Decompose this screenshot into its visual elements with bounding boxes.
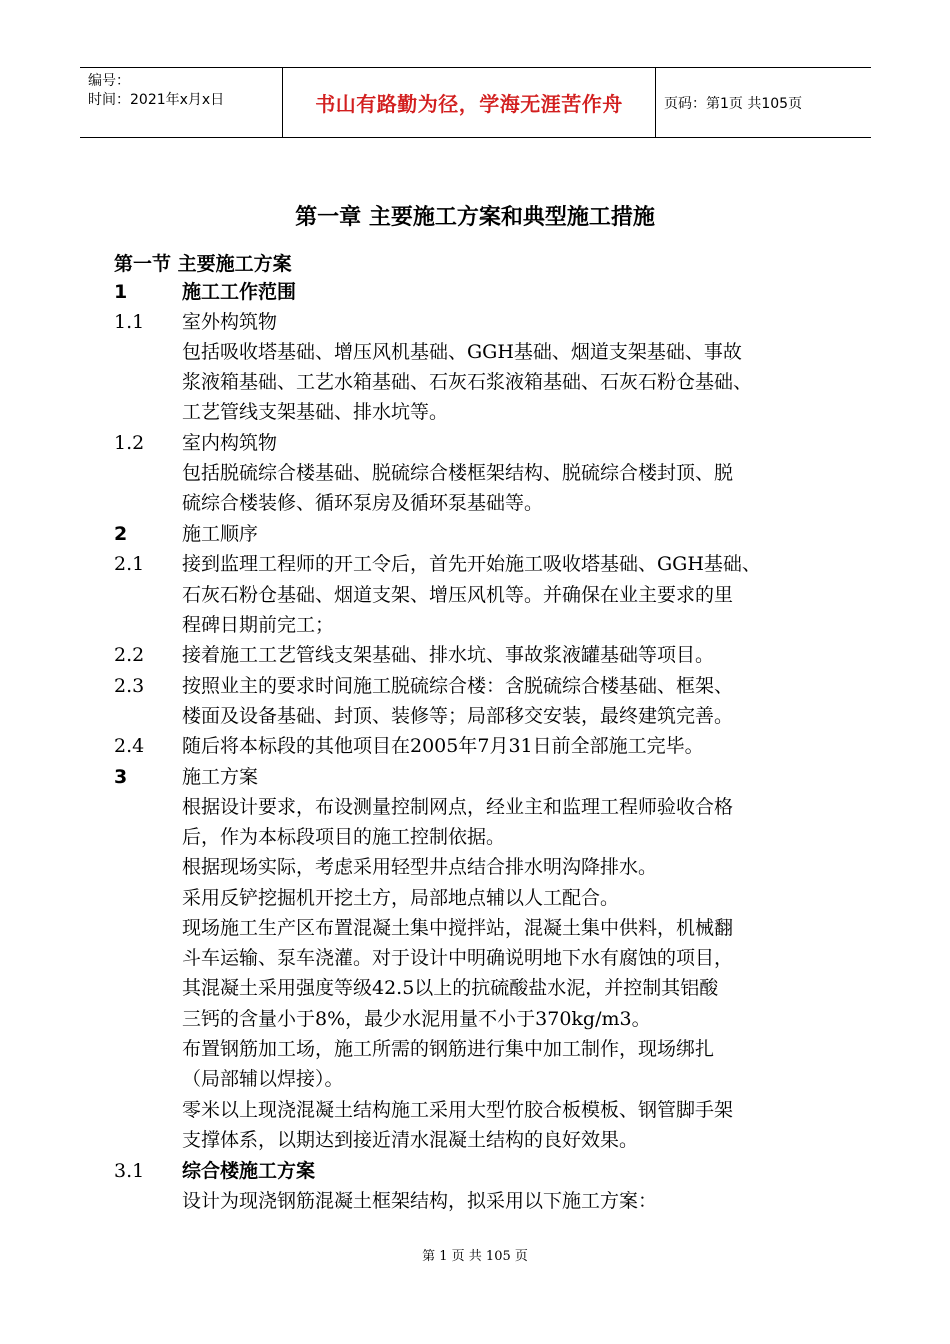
item-text: 三钙的含量小于8%，最少水泥用量不小于370kg/m3。 [182, 1008, 651, 1030]
item-text: 程碑日期前完工； [182, 614, 335, 636]
item-text: 石灰石粉仓基础、烟道支架、增压风机等。并确保在业主要求的里 [182, 584, 734, 606]
item-number: 2 [114, 523, 128, 545]
time-label: 时间：2021年x月x日 [88, 92, 225, 108]
item-text: 施工顺序 [182, 523, 259, 545]
item-text: （局部辅以焊接）。 [182, 1068, 344, 1090]
item-text: 根据现场实际，考虑采用轻型井点结合排水明沟降排水。 [182, 856, 658, 878]
item-text: 施工工作范围 [182, 281, 297, 303]
item-text: 现场施工生产区布置混凝土集中搅拌站，混凝土集中供料，机械翻 [182, 917, 734, 939]
item-text: 支撑体系，以期达到接近清水混凝土结构的良好效果。 [182, 1129, 639, 1151]
item-text: 布置钢筋加工场，施工所需的钢筋进行集中加工制作，现场绑扎 [182, 1038, 715, 1060]
item-text: 根据设计要求，布设测量控制网点，经业主和监理工程师验收合格 [182, 796, 734, 818]
item-text: 工艺管线支架基础、排水坑等。 [182, 401, 449, 423]
chapter-title: 第一章 主要施工方案和典型施工措施 [295, 205, 655, 230]
item-text: 浆液箱基础、工艺水箱基础、石灰石浆液箱基础、石灰石粉仓基础、 [182, 371, 753, 393]
item-text: 硫综合楼装修、循环泵房及循环泵基础等。 [182, 492, 544, 514]
item-number: 2.3 [114, 675, 145, 697]
item-text: 按照业主的要求时间施工脱硫综合楼：含脱硫综合楼基础、框架、 [182, 675, 734, 697]
number-label: 编号： [88, 73, 130, 89]
page-info: 页码：第1页 共105页 [664, 95, 803, 112]
page-header [80, 67, 871, 138]
item-text: 综合楼施工方案 [182, 1160, 316, 1182]
item-text: 施工方案 [182, 766, 259, 788]
page-footer: 第 1 页 共 105 页 [422, 1249, 528, 1264]
item-text: 接着施工工艺管线支架基础、排水坑、事故浆液罐基础等项目。 [182, 644, 715, 666]
item-text: 零米以上现浇混凝土结构施工采用大型竹胶合板模板、钢管脚手架 [182, 1099, 734, 1121]
item-number: 3.1 [114, 1160, 145, 1182]
header-info [88, 72, 278, 110]
item-number: 3 [114, 766, 128, 788]
item-number: 1.1 [114, 311, 145, 333]
item-text: 室外构筑物 [182, 311, 278, 333]
item-text: 室内构筑物 [182, 432, 278, 454]
item-text: 采用反铲挖掘机开挖土方，局部地点辅以人工配合。 [182, 887, 620, 909]
section-title: 第一节 主要施工方案 [114, 253, 292, 275]
motto: 书山有路勤为径，学海无涯苦作舟 [282, 68, 656, 137]
item-text: 接到监理工程师的开工令后，首先开始施工吸收塔基础、GGH基础、 [182, 553, 761, 575]
item-number: 2.1 [114, 553, 145, 575]
item-text: 其混凝土采用强度等级42.5以上的抗硫酸盐水泥，并控制其铝酸 [182, 977, 719, 999]
item-text: 后，作为本标段项目的施工控制依据。 [182, 826, 506, 848]
item-number: 1.2 [114, 432, 145, 454]
item-text: 包括吸收塔基础、增压风机基础、GGH基础、烟道支架基础、事故 [182, 341, 742, 363]
item-number: 2.4 [114, 735, 145, 757]
item-number: 1 [114, 281, 128, 303]
item-text: 设计为现浇钢筋混凝土框架结构，拟采用以下施工方案： [182, 1190, 658, 1212]
item-text: 随后将本标段的其他项目在2005年7月31日前全部施工完毕。 [182, 735, 704, 757]
item-text: 斗车运输、泵车浇灌。对于设计中明确说明地下水有腐蚀的项目， [182, 947, 734, 969]
item-text: 楼面及设备基础、封顶、装修等；局部移交安装，最终建筑完善。 [182, 705, 734, 727]
item-text: 包括脱硫综合楼基础、脱硫综合楼框架结构、脱硫综合楼封顶、脱 [182, 462, 734, 484]
item-number: 2.2 [114, 644, 145, 666]
